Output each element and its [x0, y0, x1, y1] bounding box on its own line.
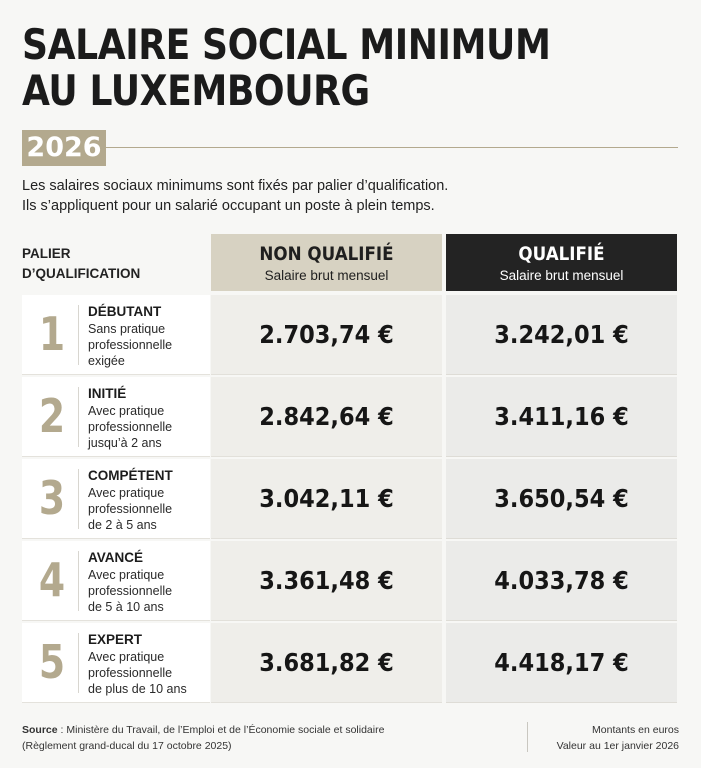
palier-description-line: professionnelle: [88, 666, 173, 680]
non-qualifie-cell: [211, 623, 442, 703]
palier-description: [88, 321, 208, 369]
palier-description-line: professionnelle: [88, 502, 173, 516]
non-qualifie-amount: 2.842,64 €: [259, 402, 394, 431]
footer-source-line-2: (Règlement grand-ducal du 17 octobre 2025): [22, 740, 232, 752]
palier-description-line: Sans pratique: [88, 322, 166, 336]
palier-header-line-2: D’QUALIFICATION: [22, 266, 141, 281]
palier-number: 5: [38, 635, 66, 689]
palier-description: [88, 649, 208, 697]
year-divider: [106, 147, 678, 148]
qualifie-cell: [446, 295, 677, 375]
palier-divider: [78, 551, 79, 611]
intro-line-1: Les salaires sociaux minimums sont fixés par palier d’qualification.: [22, 178, 449, 194]
qualifie-amount: 3.411,16 €: [494, 402, 629, 431]
non-qualifie-amount: 3.042,11 €: [259, 484, 394, 513]
palier-cell: [22, 541, 210, 621]
palier-description-line: Avec pratique: [88, 568, 165, 582]
footer-divider: [527, 722, 528, 752]
palier-divider: [78, 387, 79, 447]
table-row: [22, 459, 678, 539]
palier-name: COMPÉTENT: [88, 468, 173, 483]
non-qualifie-amount: 3.681,82 €: [259, 648, 394, 677]
qualifie-cell: [446, 377, 677, 457]
title-line-2: AU LUXEMBOURG: [22, 66, 370, 115]
palier-number: 2: [38, 389, 66, 443]
palier-number: 4: [38, 553, 66, 607]
year-badge: 2026: [22, 130, 106, 166]
palier-description-line: jusqu’à 2 ans: [88, 436, 162, 450]
palier-header-line-1: PALIER: [22, 246, 71, 261]
palier-description-line: de plus de 10 ans: [88, 682, 187, 696]
non-qualifie-cell: [211, 377, 442, 457]
palier-cell: [22, 623, 210, 703]
footer-note-line-2: Valeur au 1er janvier 2026: [556, 740, 679, 752]
palier-divider: [78, 305, 79, 365]
page-title: [22, 22, 590, 114]
footer-source: [22, 722, 384, 754]
non-qualifie-subtitle: Salaire brut mensuel: [264, 268, 389, 283]
qualifie-cell: [446, 459, 677, 539]
qualifie-amount: 3.650,54 €: [494, 484, 629, 513]
qualifie-subtitle: Salaire brut mensuel: [499, 268, 624, 283]
qualifie-cell: [446, 623, 677, 703]
table-row: [22, 295, 678, 375]
qualifie-title: QUALIFIÉ: [518, 243, 605, 265]
table-row: [22, 623, 678, 703]
table-row: [22, 541, 678, 621]
palier-cell: [22, 295, 210, 375]
palier-name: INITIÉ: [88, 386, 127, 401]
non-qualifie-amount: 3.361,48 €: [259, 566, 394, 595]
non-qualifie-amount: 2.703,74 €: [259, 320, 394, 349]
qualifie-amount: 4.033,78 €: [494, 566, 629, 595]
palier-description: [88, 403, 208, 451]
palier-name: EXPERT: [88, 632, 143, 647]
palier-description-line: professionnelle: [88, 338, 173, 352]
palier-cell: [22, 459, 210, 539]
palier-column-header: [22, 244, 202, 284]
palier-number: 1: [38, 307, 66, 361]
footer-note-line-1: Montants en euros: [592, 724, 679, 736]
non-qualifie-cell: [211, 295, 442, 375]
qualifie-column-header: [446, 234, 677, 291]
palier-divider: [78, 633, 79, 693]
palier-name: AVANCÉ: [88, 550, 144, 565]
palier-description-line: de 5 à 10 ans: [88, 600, 164, 614]
palier-name: DÉBUTANT: [88, 304, 162, 319]
year-row: [22, 130, 678, 166]
palier-description-line: Avec pratique: [88, 486, 165, 500]
table-row: [22, 377, 678, 457]
title-line-1: SALAIRE SOCIAL MINIMUM: [22, 20, 551, 69]
palier-description: [88, 485, 208, 533]
qualifie-amount: 3.242,01 €: [494, 320, 629, 349]
palier-cell: [22, 377, 210, 457]
palier-description-line: Avec pratique: [88, 650, 165, 664]
footer-source-line-1: [22, 722, 384, 738]
intro-line-2: Ils s’appliquent pour un salarié occupant un poste à plein temps.: [22, 197, 435, 214]
palier-description-line: de 2 à 5 ans: [88, 518, 157, 532]
palier-number: 3: [38, 471, 66, 525]
qualifie-amount: 4.418,17 €: [494, 648, 629, 677]
source-text: : Ministère du Travail, de l’Emploi et de l’Économie sociale et solidaire: [57, 724, 385, 736]
non-qualifie-cell: [211, 541, 442, 621]
palier-divider: [78, 469, 79, 529]
footer-note: [557, 722, 679, 754]
palier-description: [88, 567, 208, 615]
non-qualifie-title: NON QUALIFIÉ: [259, 243, 394, 265]
palier-description-line: professionnelle: [88, 584, 173, 598]
palier-description-line: Avec pratique: [88, 404, 165, 418]
source-label: Source: [22, 724, 58, 736]
non-qualifie-column-header: [211, 234, 442, 291]
qualifie-cell: [446, 541, 677, 621]
intro-text: [22, 177, 448, 216]
non-qualifie-cell: [211, 459, 442, 539]
palier-description-line: professionnelle: [88, 420, 173, 434]
palier-description-line: exigée: [88, 354, 125, 368]
